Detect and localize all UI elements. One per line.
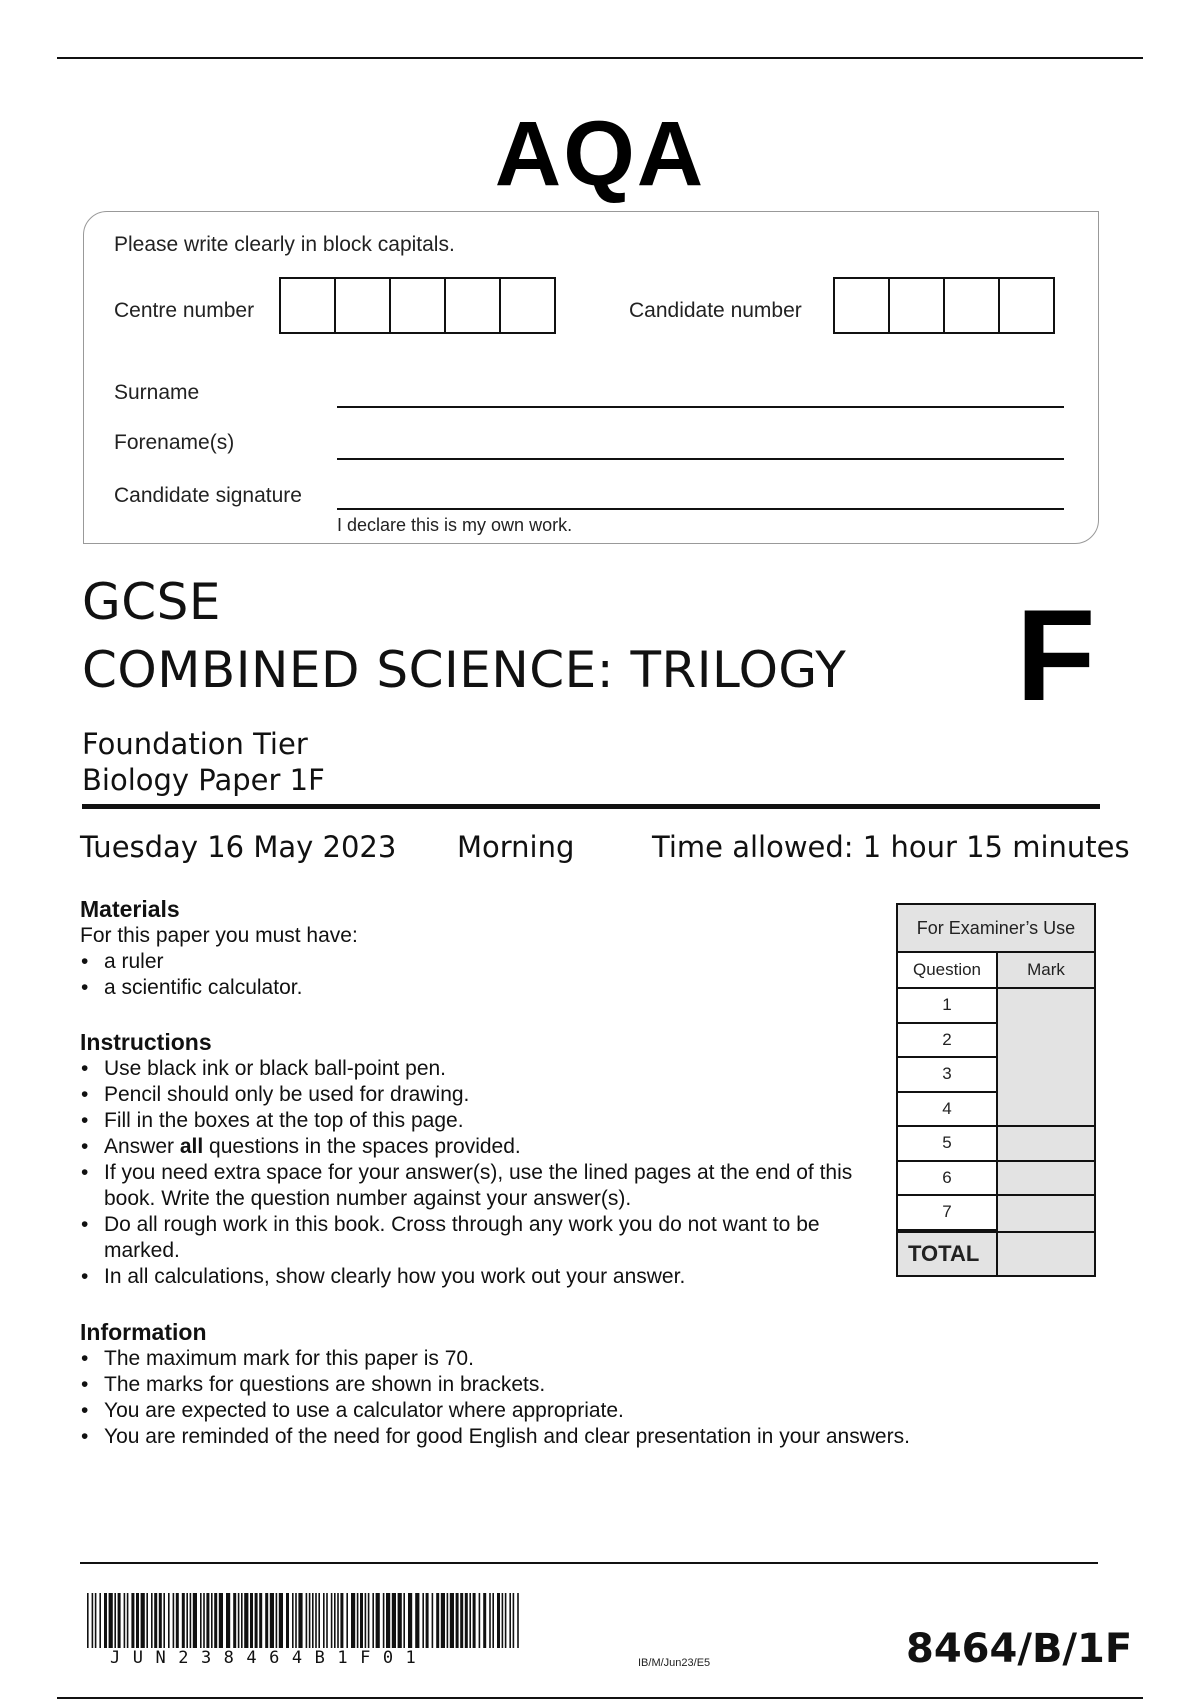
- barcode-bar: [95, 1593, 97, 1648]
- question-number: 5: [898, 1127, 998, 1162]
- barcode-bar: [186, 1593, 188, 1648]
- barcode-bar: [104, 1593, 107, 1648]
- barcode-bar: [489, 1593, 491, 1648]
- examiner-table-heading: For Examiner’s Use: [898, 905, 1094, 953]
- barcode-bar: [203, 1593, 205, 1648]
- barcode-bar: [483, 1593, 486, 1648]
- barcode-bar: [250, 1593, 253, 1648]
- information-item: • The maximum mark for this paper is 70.: [80, 1346, 980, 1372]
- barcode-bar: [92, 1593, 94, 1648]
- centre-number-digit[interactable]: [334, 277, 391, 334]
- barcode-text: JUN238464B1F01: [110, 1648, 429, 1668]
- surname-label: Surname: [114, 381, 200, 404]
- materials-item: • a ruler: [80, 949, 900, 975]
- mark-cell[interactable]: [998, 1058, 1094, 1093]
- question-number: 2: [898, 1024, 998, 1059]
- barcode-bar: [163, 1593, 165, 1648]
- barcode-bar: [176, 1593, 179, 1648]
- centre-number-digit[interactable]: [499, 277, 556, 334]
- barcode-bar: [233, 1593, 236, 1648]
- forenames-field[interactable]: [337, 458, 1064, 460]
- barcode-bar: [386, 1593, 390, 1648]
- centre-number-digit[interactable]: [279, 277, 336, 334]
- barcode-bar: [182, 1593, 185, 1648]
- question-number: 4: [898, 1093, 998, 1128]
- barcode-bar: [365, 1593, 367, 1648]
- materials-intro: For this paper you must have:: [80, 924, 358, 947]
- centre-number-label: Centre number: [114, 299, 255, 322]
- barcode-bar: [270, 1593, 274, 1648]
- mark-column-header: Mark: [998, 953, 1094, 987]
- examiner-use-table: [896, 903, 1096, 1277]
- paper-code: 8464/B/1F: [906, 1626, 1133, 1672]
- barcode-bar: [408, 1593, 412, 1648]
- barcode-bar: [151, 1593, 153, 1648]
- materials-heading: Materials: [80, 896, 180, 922]
- barcode-bar: [173, 1593, 175, 1648]
- barcode-bar: [219, 1593, 223, 1648]
- barcode-bar: [398, 1593, 402, 1648]
- barcode-bar: [492, 1593, 494, 1648]
- barcode-bar: [465, 1593, 468, 1648]
- mark-cell[interactable]: [998, 1127, 1094, 1162]
- barcode-bar: [190, 1593, 192, 1648]
- centre-number-digit[interactable]: [444, 277, 501, 334]
- centre-number-digit[interactable]: [389, 277, 446, 334]
- barcode-bar: [244, 1593, 248, 1648]
- reference-code: IB/M/Jun23/E5: [638, 1657, 711, 1669]
- mark-cell[interactable]: [998, 1093, 1094, 1128]
- mark-cell[interactable]: [998, 1024, 1094, 1059]
- mark-cell[interactable]: [998, 1196, 1094, 1231]
- mark-cell[interactable]: [998, 1162, 1094, 1197]
- barcode-bar: [331, 1593, 333, 1648]
- barcode-bar: [206, 1593, 209, 1648]
- information-section: [80, 1318, 980, 1450]
- barcode-bar: [193, 1593, 197, 1648]
- barcode-bar: [372, 1593, 374, 1648]
- barcode-bar: [456, 1593, 459, 1648]
- candidate-number-digit[interactable]: [888, 277, 945, 334]
- signature-label: Candidate signature: [114, 484, 302, 507]
- barcode-bar: [513, 1593, 515, 1648]
- barcode-bar: [118, 1593, 121, 1648]
- barcode-bar: [517, 1593, 519, 1648]
- barcode-bar: [312, 1593, 314, 1648]
- emphasis-all: all: [179, 1135, 204, 1158]
- barcode-bar: [159, 1593, 162, 1648]
- barcode-bar: [351, 1593, 355, 1648]
- tier-name: Foundation Tier: [82, 727, 308, 761]
- barcode-bar: [436, 1593, 439, 1648]
- barcode-bar: [127, 1593, 129, 1648]
- top-rule: [57, 57, 1143, 59]
- candidate-number-label: Candidate number: [629, 299, 802, 322]
- barcode-bar: [238, 1593, 240, 1648]
- barcode-bar: [497, 1593, 500, 1648]
- question-number: 6: [898, 1162, 998, 1197]
- block-capitals-instruction: Please write clearly in block capitals.: [114, 233, 455, 256]
- barcode-bar: [265, 1593, 268, 1648]
- barcode-bar: [441, 1593, 445, 1648]
- footer-rule: [80, 1562, 1098, 1564]
- barcode-bar: [334, 1593, 336, 1648]
- barcode-bar: [479, 1593, 481, 1648]
- barcode-bar: [505, 1593, 507, 1648]
- barcode-bar: [415, 1593, 419, 1648]
- candidate-number-digit[interactable]: [998, 277, 1055, 334]
- barcode-bar: [154, 1593, 157, 1648]
- candidate-number-boxes[interactable]: [835, 277, 1055, 334]
- forenames-label: Forename(s): [114, 431, 235, 454]
- barcode-bar: [87, 1593, 89, 1648]
- barcode-bar: [473, 1593, 476, 1648]
- time-allowed: Time allowed: 1 hour 15 minutes: [652, 830, 1130, 864]
- barcode-bar: [114, 1593, 116, 1648]
- question-number: 1: [898, 989, 998, 1024]
- total-label: TOTAL: [898, 1233, 998, 1275]
- barcode-bar: [279, 1593, 283, 1648]
- instruction-item: • Do all rough work in this book. Cross through any work you do not want to be marked.: [80, 1212, 880, 1264]
- barcode-bar: [315, 1593, 317, 1648]
- barcode-bar: [146, 1593, 148, 1648]
- instruction-item: • Use black ink or black ball-point pen.: [80, 1056, 880, 1082]
- tier-letter: F: [1016, 582, 1096, 728]
- bottom-rule: [57, 1697, 1143, 1699]
- barcode: [87, 1593, 522, 1648]
- exam-date: Tuesday 16 May 2023: [80, 830, 397, 864]
- barcode-bar: [323, 1593, 325, 1648]
- instruction-item: • In all calculations, show clearly how you work out your answer.: [80, 1264, 880, 1290]
- instruction-item: • Pencil should only be used for drawing.: [80, 1082, 880, 1108]
- materials-item: • a scientific calculator.: [80, 975, 900, 1001]
- information-item: • The marks for questions are shown in brackets.: [80, 1372, 980, 1398]
- barcode-bar: [211, 1593, 213, 1648]
- barcode-bar: [403, 1593, 405, 1648]
- surname-field[interactable]: [337, 406, 1064, 408]
- barcode-bar: [318, 1593, 320, 1648]
- candidate-number-digit[interactable]: [943, 277, 1000, 334]
- qualification-title: GCSE: [82, 573, 221, 631]
- centre-number-boxes[interactable]: [281, 277, 556, 334]
- barcode-bar: [447, 1593, 449, 1648]
- barcode-bar: [241, 1593, 243, 1648]
- aqa-logo: AQA: [494, 103, 706, 205]
- barcode-bar: [326, 1593, 328, 1648]
- information-item: • You are expected to use a calculator where appropriate.: [80, 1398, 980, 1424]
- barcode-bar: [383, 1593, 385, 1648]
- barcode-bar: [276, 1593, 278, 1648]
- instruction-item: • Answer all questions in the spaces provided.: [80, 1134, 880, 1160]
- instruction-item: • If you need extra space for your answer(s), use the lined pages at the end of this book. Write the question number against your answer(s).: [80, 1160, 860, 1212]
- barcode-bar: [346, 1593, 348, 1648]
- barcode-bar: [432, 1593, 434, 1648]
- information-item: • You are reminded of the need for good English and clear presentation in your answers.: [80, 1424, 980, 1450]
- paper-name: Biology Paper 1F: [82, 763, 325, 797]
- barcode-bar: [298, 1593, 302, 1648]
- barcode-bar: [292, 1593, 294, 1648]
- declaration-text: I declare this is my own work.: [337, 515, 573, 535]
- question-column-header: Question: [898, 953, 998, 987]
- materials-section: [80, 895, 900, 1001]
- barcode-bar: [306, 1593, 308, 1648]
- barcode-bar: [376, 1593, 380, 1648]
- barcode-bar: [502, 1593, 504, 1648]
- barcode-bar: [460, 1593, 463, 1648]
- barcode-bar: [259, 1593, 262, 1648]
- barcode-bar: [392, 1593, 396, 1648]
- barcode-bar: [340, 1593, 343, 1648]
- barcode-bar: [124, 1593, 126, 1648]
- information-heading: Information: [80, 1319, 207, 1345]
- barcode-bar: [426, 1593, 429, 1648]
- question-number: 3: [898, 1058, 998, 1093]
- barcode-bar: [226, 1593, 230, 1648]
- barcode-bar: [255, 1593, 258, 1648]
- mark-cell[interactable]: [998, 989, 1094, 1024]
- barcode-bar: [295, 1593, 297, 1648]
- barcode-bar: [422, 1593, 424, 1648]
- barcode-bar: [168, 1593, 170, 1648]
- barcode-bar: [368, 1593, 370, 1648]
- instructions-heading: Instructions: [80, 1029, 212, 1055]
- barcode-bar: [99, 1593, 101, 1648]
- candidate-number-digit[interactable]: [833, 277, 890, 334]
- barcode-bar: [214, 1593, 217, 1648]
- barcode-bar: [509, 1593, 511, 1648]
- instructions-section: [80, 1028, 880, 1290]
- barcode-bar: [450, 1593, 454, 1648]
- barcode-bar: [360, 1593, 363, 1648]
- exam-session: Morning: [457, 830, 575, 864]
- title-divider: [82, 804, 1100, 809]
- barcode-bar: [357, 1593, 359, 1648]
- barcode-bar: [141, 1593, 145, 1648]
- total-mark-cell[interactable]: [998, 1233, 1094, 1275]
- instruction-item: • Fill in the boxes at the top of this page.: [80, 1108, 880, 1134]
- signature-field[interactable]: [337, 508, 1064, 510]
- question-number: 7: [898, 1196, 998, 1231]
- barcode-bar: [136, 1593, 139, 1648]
- barcode-bar: [309, 1593, 311, 1648]
- barcode-bar: [286, 1593, 289, 1648]
- subject-title: COMBINED SCIENCE: TRILOGY: [82, 641, 847, 699]
- barcode-bar: [337, 1593, 339, 1648]
- barcode-bar: [109, 1593, 113, 1648]
- barcode-bar: [200, 1593, 202, 1648]
- barcode-bar: [469, 1593, 471, 1648]
- barcode-bar: [131, 1593, 134, 1648]
